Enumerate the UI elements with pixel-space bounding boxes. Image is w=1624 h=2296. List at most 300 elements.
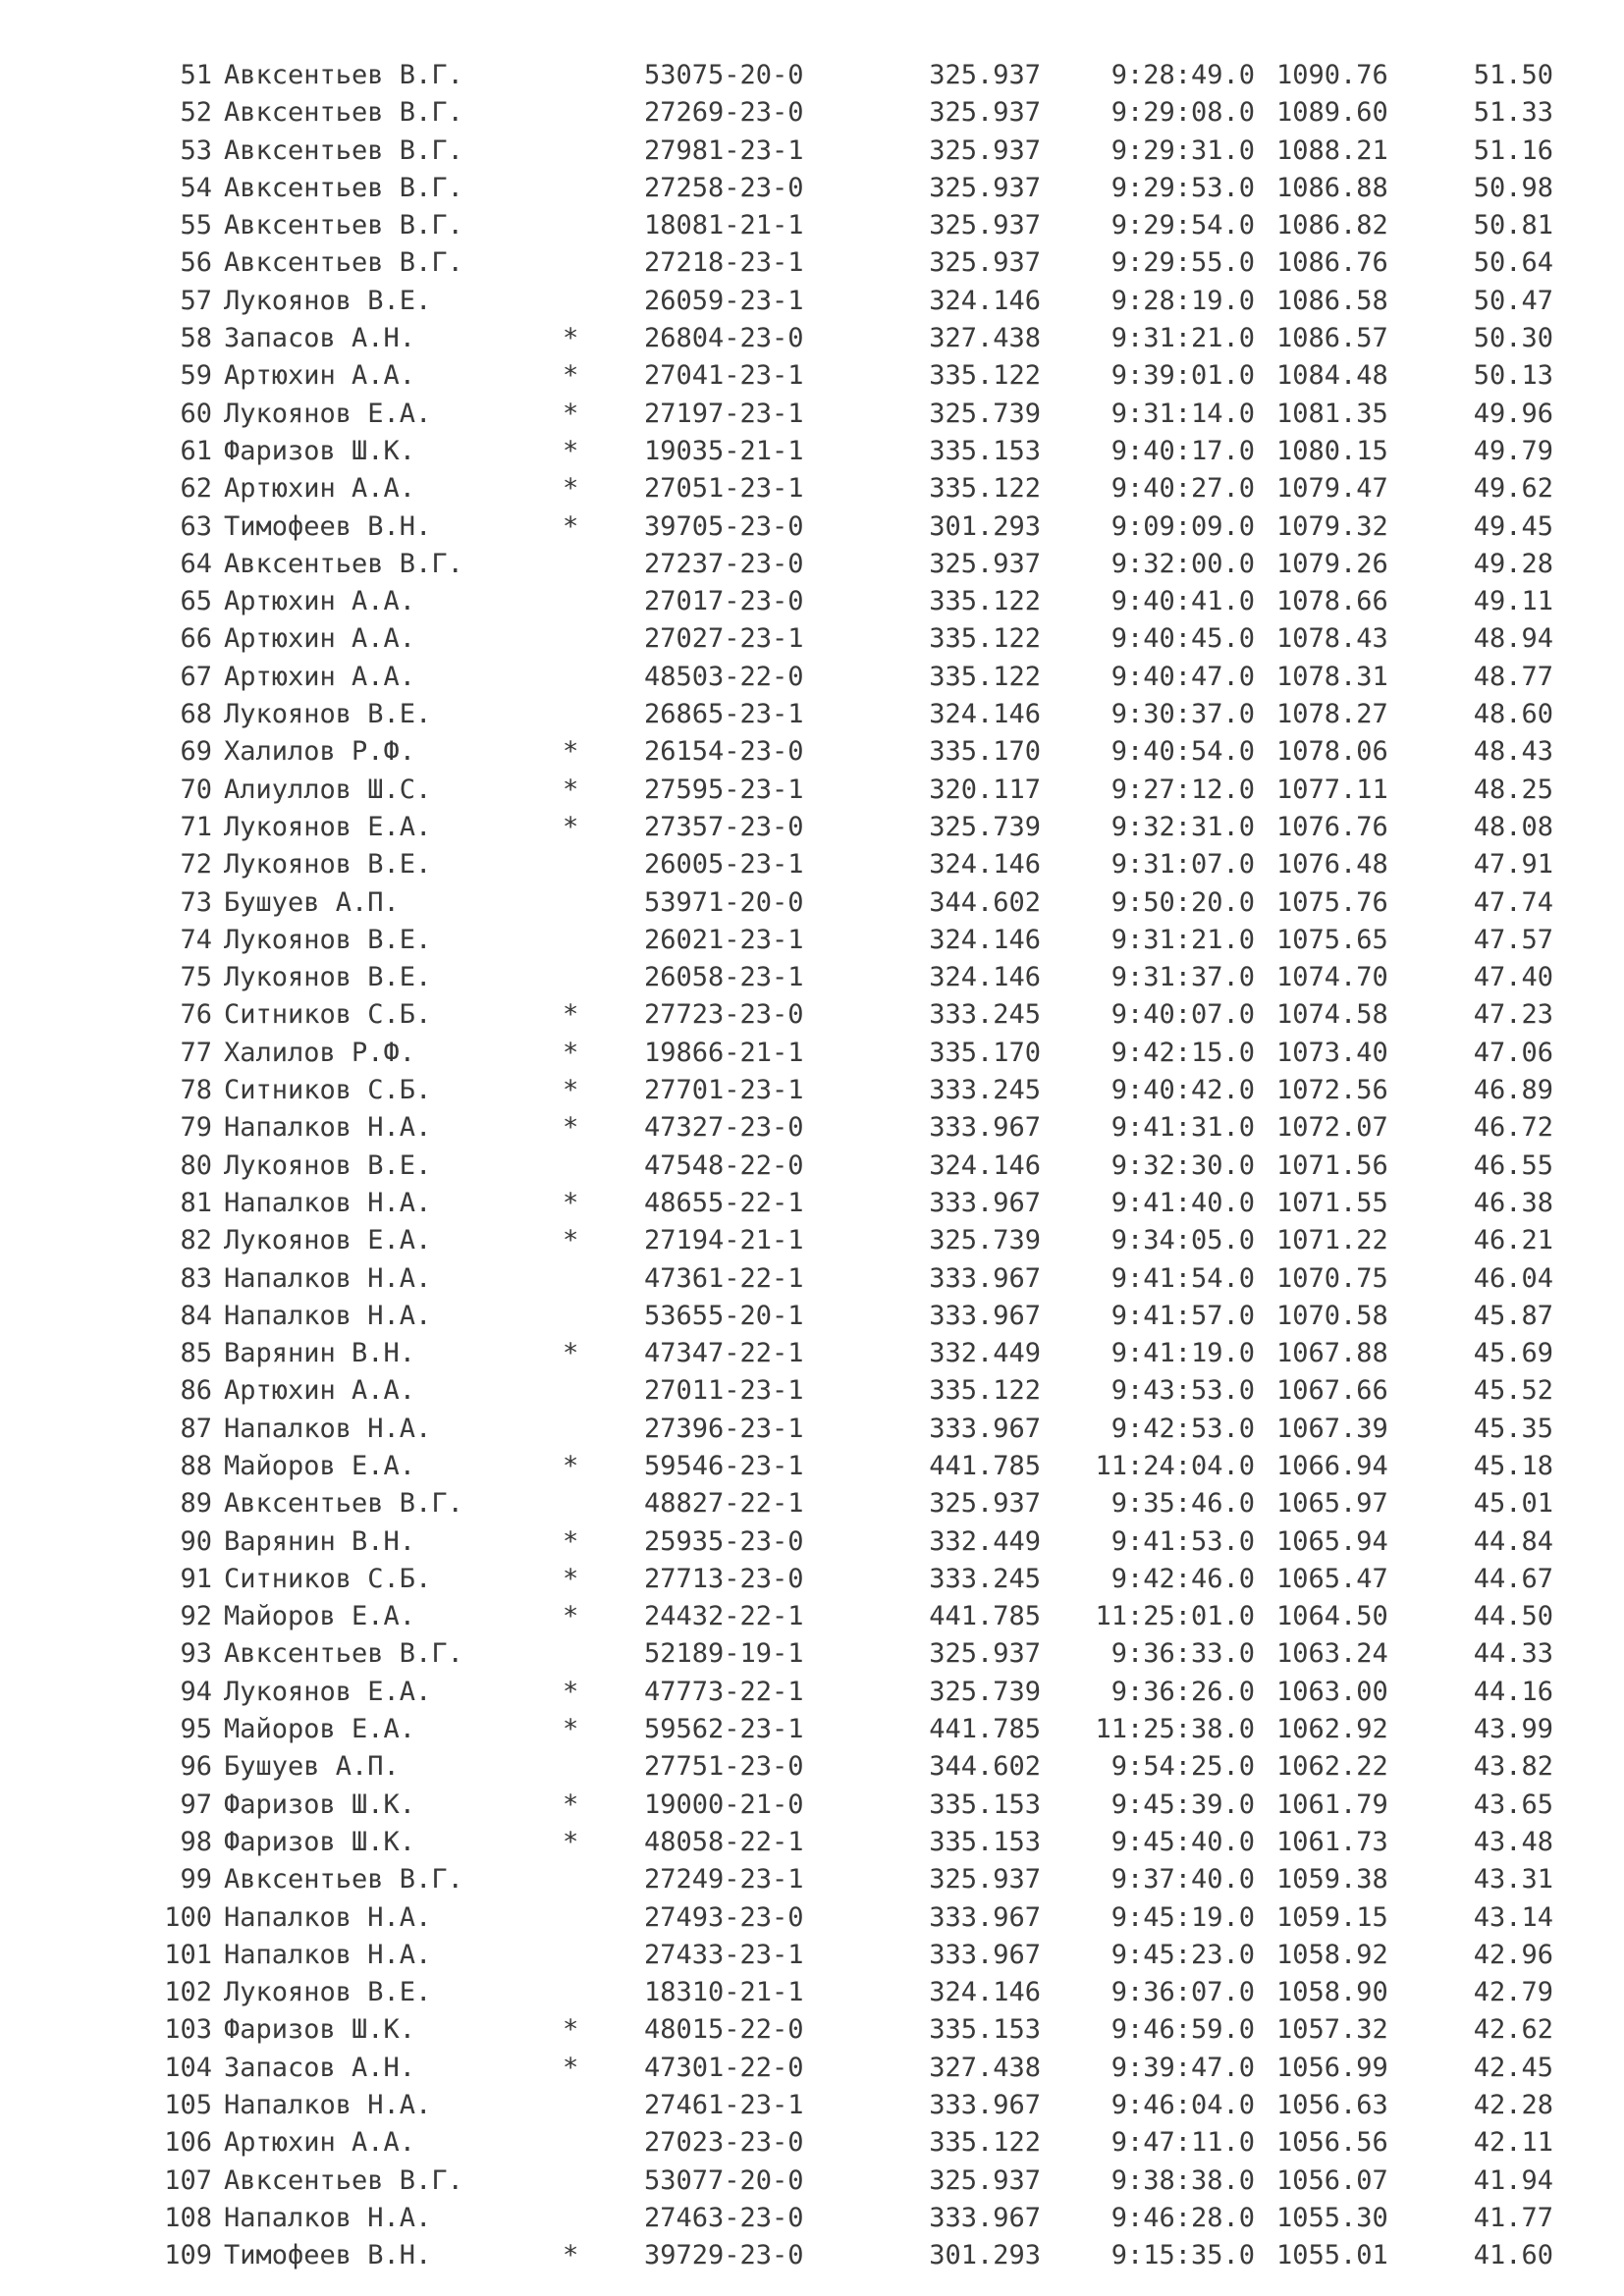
ring-number-cell: 27017-23-0 bbox=[644, 586, 804, 617]
distance-cell: 325.937 bbox=[929, 134, 1041, 166]
position-cell: 90 bbox=[180, 1525, 212, 1557]
speed-cell: 1079.47 bbox=[1276, 473, 1388, 505]
table-row bbox=[0, 1448, 1624, 1485]
ring-number-cell: 53077-20-0 bbox=[644, 2164, 804, 2196]
table-row bbox=[0, 1372, 1624, 1410]
position-cell: 63 bbox=[180, 510, 212, 542]
arrival-time-cell: 9:31:21.0 bbox=[1110, 323, 1255, 354]
table-row bbox=[0, 57, 1624, 94]
coefficient-cell: 42.79 bbox=[1473, 1977, 1553, 2008]
speed-cell: 1062.22 bbox=[1276, 1751, 1388, 1783]
table-row bbox=[0, 1824, 1624, 1861]
arrival-time-cell: 9:41:40.0 bbox=[1110, 1187, 1255, 1218]
fancier-name-cell: Фаризов Ш.К. bbox=[224, 435, 416, 466]
ring-number-cell: 27269-23-0 bbox=[644, 97, 804, 129]
distance-cell: 335.122 bbox=[929, 2127, 1041, 2159]
ring-number-cell: 27041-23-1 bbox=[644, 360, 804, 392]
ring-number-cell: 26154-23-0 bbox=[644, 736, 804, 768]
coefficient-cell: 49.11 bbox=[1473, 586, 1553, 617]
position-cell: 80 bbox=[180, 1149, 212, 1181]
mark-cell: * bbox=[563, 398, 579, 429]
fancier-name-cell: Авксентьев В.Г. bbox=[224, 2164, 463, 2196]
speed-cell: 1072.07 bbox=[1276, 1112, 1388, 1144]
table-row bbox=[0, 2124, 1624, 2162]
arrival-time-cell: 11:25:38.0 bbox=[1095, 1714, 1255, 1745]
table-row bbox=[0, 2163, 1624, 2200]
ring-number-cell: 39705-23-0 bbox=[644, 510, 804, 542]
coefficient-cell: 50.30 bbox=[1473, 323, 1553, 354]
coefficient-cell: 48.77 bbox=[1473, 661, 1553, 692]
mark-cell: * bbox=[563, 1525, 579, 1557]
table-row bbox=[0, 320, 1624, 357]
position-cell: 71 bbox=[180, 811, 212, 842]
distance-cell: 441.785 bbox=[929, 1450, 1041, 1481]
table-row bbox=[0, 772, 1624, 809]
coefficient-cell: 43.99 bbox=[1473, 1714, 1553, 1745]
coefficient-cell: 43.65 bbox=[1473, 1789, 1553, 1820]
ring-number-cell: 27218-23-1 bbox=[644, 247, 804, 279]
table-row bbox=[0, 696, 1624, 733]
coefficient-cell: 45.01 bbox=[1473, 1488, 1553, 1520]
ring-number-cell: 47773-22-1 bbox=[644, 1676, 804, 1707]
speed-cell: 1075.76 bbox=[1276, 886, 1388, 918]
ring-number-cell: 27433-23-1 bbox=[644, 1939, 804, 1970]
position-cell: 57 bbox=[180, 285, 212, 316]
speed-cell: 1057.32 bbox=[1276, 2014, 1388, 2046]
position-cell: 52 bbox=[180, 97, 212, 129]
ring-number-cell: 27463-23-0 bbox=[644, 2202, 804, 2233]
position-cell: 100 bbox=[164, 1901, 212, 1933]
position-cell: 64 bbox=[180, 548, 212, 579]
ring-number-cell: 53075-20-0 bbox=[644, 60, 804, 90]
table-row bbox=[0, 470, 1624, 507]
table-row bbox=[0, 244, 1624, 282]
fancier-name-cell: Лукоянов В.Е. bbox=[224, 1149, 432, 1181]
ring-number-cell: 27197-23-1 bbox=[644, 398, 804, 429]
table-row bbox=[0, 583, 1624, 620]
speed-cell: 1058.92 bbox=[1276, 1939, 1388, 1970]
position-cell: 109 bbox=[164, 2240, 212, 2271]
mark-cell: * bbox=[563, 323, 579, 354]
arrival-time-cell: 11:24:04.0 bbox=[1095, 1450, 1255, 1481]
table-row bbox=[0, 133, 1624, 170]
distance-cell: 333.967 bbox=[929, 2202, 1041, 2233]
table-row bbox=[0, 1298, 1624, 1335]
ring-number-cell: 47327-23-0 bbox=[644, 1112, 804, 1144]
ring-number-cell: 24432-22-1 bbox=[644, 1601, 804, 1632]
arrival-time-cell: 9:42:53.0 bbox=[1110, 1413, 1255, 1444]
speed-cell: 1086.82 bbox=[1276, 210, 1388, 241]
fancier-name-cell: Фаризов Ш.К. bbox=[224, 1826, 416, 1857]
fancier-name-cell: Запасов А.Н. bbox=[224, 323, 416, 354]
fancier-name-cell: Артюхин А.А. bbox=[224, 586, 416, 617]
speed-cell: 1065.47 bbox=[1276, 1563, 1388, 1594]
mark-cell: * bbox=[563, 2240, 579, 2271]
fancier-name-cell: Артюхин А.А. bbox=[224, 1375, 416, 1407]
table-row bbox=[0, 1748, 1624, 1786]
position-cell: 107 bbox=[164, 2164, 212, 2196]
speed-cell: 1084.48 bbox=[1276, 360, 1388, 392]
ring-number-cell: 47548-22-0 bbox=[644, 1149, 804, 1181]
table-row bbox=[0, 1260, 1624, 1298]
distance-cell: 335.153 bbox=[929, 1789, 1041, 1820]
position-cell: 54 bbox=[180, 172, 212, 203]
table-row bbox=[0, 1185, 1624, 1222]
ring-number-cell: 27051-23-1 bbox=[644, 473, 804, 505]
fancier-name-cell: Ситников С.Б. bbox=[224, 1075, 432, 1106]
table-row bbox=[0, 94, 1624, 132]
fancier-name-cell: Лукоянов В.Е. bbox=[224, 699, 432, 730]
coefficient-cell: 43.48 bbox=[1473, 1826, 1553, 1857]
distance-cell: 335.153 bbox=[929, 2014, 1041, 2046]
distance-cell: 327.438 bbox=[929, 2052, 1041, 2083]
fancier-name-cell: Майоров Е.А. bbox=[224, 1450, 416, 1481]
coefficient-cell: 41.60 bbox=[1473, 2240, 1553, 2271]
distance-cell: 335.122 bbox=[929, 661, 1041, 692]
ring-number-cell: 27011-23-1 bbox=[644, 1375, 804, 1407]
distance-cell: 333.245 bbox=[929, 1075, 1041, 1106]
ring-number-cell: 27713-23-0 bbox=[644, 1563, 804, 1594]
distance-cell: 327.438 bbox=[929, 323, 1041, 354]
coefficient-cell: 46.38 bbox=[1473, 1187, 1553, 1218]
table-row bbox=[0, 846, 1624, 883]
speed-cell: 1074.70 bbox=[1276, 962, 1388, 993]
ring-number-cell: 25935-23-0 bbox=[644, 1525, 804, 1557]
distance-cell: 324.146 bbox=[929, 849, 1041, 881]
coefficient-cell: 48.43 bbox=[1473, 736, 1553, 768]
distance-cell: 325.739 bbox=[929, 1225, 1041, 1256]
coefficient-cell: 42.28 bbox=[1473, 2090, 1553, 2121]
fancier-name-cell: Халилов Р.Ф. bbox=[224, 736, 416, 768]
speed-cell: 1067.66 bbox=[1276, 1375, 1388, 1407]
arrival-time-cell: 9:41:57.0 bbox=[1110, 1300, 1255, 1331]
arrival-time-cell: 9:29:31.0 bbox=[1110, 134, 1255, 166]
position-cell: 56 bbox=[180, 247, 212, 279]
coefficient-cell: 49.96 bbox=[1473, 398, 1553, 429]
position-cell: 68 bbox=[180, 699, 212, 730]
ring-number-cell: 27194-21-1 bbox=[644, 1225, 804, 1256]
fancier-name-cell: Артюхин А.А. bbox=[224, 360, 416, 392]
arrival-time-cell: 9:39:01.0 bbox=[1110, 360, 1255, 392]
position-cell: 61 bbox=[180, 435, 212, 466]
ring-number-cell: 19035-21-1 bbox=[644, 435, 804, 466]
distance-cell: 332.449 bbox=[929, 1525, 1041, 1557]
coefficient-cell: 50.47 bbox=[1473, 285, 1553, 316]
arrival-time-cell: 9:32:31.0 bbox=[1110, 811, 1255, 842]
position-cell: 83 bbox=[180, 1262, 212, 1294]
arrival-time-cell: 9:28:49.0 bbox=[1110, 60, 1255, 90]
fancier-name-cell: Бушуев А.П. bbox=[224, 886, 400, 918]
coefficient-cell: 44.50 bbox=[1473, 1601, 1553, 1632]
table-row bbox=[0, 1523, 1624, 1561]
arrival-time-cell: 9:36:07.0 bbox=[1110, 1977, 1255, 2008]
position-cell: 55 bbox=[180, 210, 212, 241]
distance-cell: 325.937 bbox=[929, 172, 1041, 203]
fancier-name-cell: Лукоянов В.Е. bbox=[224, 1977, 432, 2008]
coefficient-cell: 47.74 bbox=[1473, 886, 1553, 918]
fancier-name-cell: Алиуллов Ш.С. bbox=[224, 774, 432, 805]
distance-cell: 335.122 bbox=[929, 586, 1041, 617]
arrival-time-cell: 9:09:09.0 bbox=[1110, 510, 1255, 542]
fancier-name-cell: Лукоянов Е.А. bbox=[224, 811, 432, 842]
ring-number-cell: 18081-21-1 bbox=[644, 210, 804, 241]
distance-cell: 325.937 bbox=[929, 1488, 1041, 1520]
position-cell: 105 bbox=[164, 2090, 212, 2121]
fancier-name-cell: Ситников С.Б. bbox=[224, 1563, 432, 1594]
table-row bbox=[0, 1072, 1624, 1109]
fancier-name-cell: Фаризов Ш.К. bbox=[224, 2014, 416, 2046]
speed-cell: 1089.60 bbox=[1276, 97, 1388, 129]
position-cell: 62 bbox=[180, 473, 212, 505]
table-row bbox=[0, 1787, 1624, 1824]
position-cell: 58 bbox=[180, 323, 212, 354]
speed-cell: 1071.56 bbox=[1276, 1149, 1388, 1181]
coefficient-cell: 42.62 bbox=[1473, 2014, 1553, 2046]
ring-number-cell: 27396-23-1 bbox=[644, 1413, 804, 1444]
coefficient-cell: 46.21 bbox=[1473, 1225, 1553, 1256]
position-cell: 59 bbox=[180, 360, 212, 392]
mark-cell: * bbox=[563, 1450, 579, 1481]
speed-cell: 1078.31 bbox=[1276, 661, 1388, 692]
distance-cell: 333.967 bbox=[929, 2090, 1041, 2121]
coefficient-cell: 45.69 bbox=[1473, 1338, 1553, 1369]
arrival-time-cell: 9:35:46.0 bbox=[1110, 1488, 1255, 1520]
table-row bbox=[0, 508, 1624, 546]
position-cell: 65 bbox=[180, 586, 212, 617]
coefficient-cell: 47.57 bbox=[1473, 924, 1553, 955]
arrival-time-cell: 9:34:05.0 bbox=[1110, 1225, 1255, 1256]
table-row bbox=[0, 2087, 1624, 2124]
position-cell: 53 bbox=[180, 134, 212, 166]
position-cell: 93 bbox=[180, 1638, 212, 1670]
coefficient-cell: 46.89 bbox=[1473, 1075, 1553, 1106]
fancier-name-cell: Бушуев А.П. bbox=[224, 1751, 400, 1783]
fancier-name-cell: Артюхин А.А. bbox=[224, 473, 416, 505]
distance-cell: 325.739 bbox=[929, 1676, 1041, 1707]
coefficient-cell: 45.87 bbox=[1473, 1300, 1553, 1331]
table-row bbox=[0, 620, 1624, 658]
coefficient-cell: 44.67 bbox=[1473, 1563, 1553, 1594]
coefficient-cell: 42.96 bbox=[1473, 1939, 1553, 1970]
distance-cell: 325.937 bbox=[929, 1864, 1041, 1896]
position-cell: 91 bbox=[180, 1563, 212, 1594]
table-row bbox=[0, 1035, 1624, 1072]
speed-cell: 1078.06 bbox=[1276, 736, 1388, 768]
results-table bbox=[0, 57, 1624, 2275]
fancier-name-cell: Лукоянов Е.А. bbox=[224, 1676, 432, 1707]
table-row bbox=[0, 170, 1624, 207]
speed-cell: 1079.32 bbox=[1276, 510, 1388, 542]
mark-cell: * bbox=[563, 510, 579, 542]
speed-cell: 1058.90 bbox=[1276, 1977, 1388, 2008]
coefficient-cell: 43.31 bbox=[1473, 1864, 1553, 1896]
position-cell: 96 bbox=[180, 1751, 212, 1783]
table-row bbox=[0, 2011, 1624, 2049]
coefficient-cell: 42.45 bbox=[1473, 2052, 1553, 2083]
table-row bbox=[0, 1561, 1624, 1598]
table-row bbox=[0, 1974, 1624, 2011]
table-row bbox=[0, 357, 1624, 395]
fancier-name-cell: Ситников С.Б. bbox=[224, 999, 432, 1031]
mark-cell: * bbox=[563, 1075, 579, 1106]
arrival-time-cell: 9:30:37.0 bbox=[1110, 699, 1255, 730]
fancier-name-cell: Напалков Н.А. bbox=[224, 1901, 432, 1933]
table-row bbox=[0, 1861, 1624, 1898]
ring-number-cell: 26021-23-1 bbox=[644, 924, 804, 955]
distance-cell: 325.739 bbox=[929, 811, 1041, 842]
ring-number-cell: 48503-22-0 bbox=[644, 661, 804, 692]
table-row bbox=[0, 1148, 1624, 1185]
arrival-time-cell: 9:36:33.0 bbox=[1110, 1638, 1255, 1670]
speed-cell: 1086.88 bbox=[1276, 172, 1388, 203]
arrival-time-cell: 9:54:25.0 bbox=[1110, 1751, 1255, 1783]
speed-cell: 1086.57 bbox=[1276, 323, 1388, 354]
coefficient-cell: 51.16 bbox=[1473, 134, 1553, 166]
mark-cell: * bbox=[563, 1676, 579, 1707]
arrival-time-cell: 9:36:26.0 bbox=[1110, 1676, 1255, 1707]
speed-cell: 1078.43 bbox=[1276, 623, 1388, 655]
mark-cell: * bbox=[563, 999, 579, 1031]
fancier-name-cell: Напалков Н.А. bbox=[224, 1939, 432, 1970]
fancier-name-cell: Варянин В.Н. bbox=[224, 1338, 416, 1369]
speed-cell: 1079.26 bbox=[1276, 548, 1388, 579]
arrival-time-cell: 9:39:47.0 bbox=[1110, 2052, 1255, 2083]
arrival-time-cell: 9:45:39.0 bbox=[1110, 1789, 1255, 1820]
coefficient-cell: 44.84 bbox=[1473, 1525, 1553, 1557]
arrival-time-cell: 9:46:28.0 bbox=[1110, 2202, 1255, 2233]
speed-cell: 1081.35 bbox=[1276, 398, 1388, 429]
distance-cell: 344.602 bbox=[929, 1751, 1041, 1783]
fancier-name-cell: Авксентьев В.Г. bbox=[224, 1638, 463, 1670]
speed-cell: 1086.58 bbox=[1276, 285, 1388, 316]
fancier-name-cell: Авксентьев В.Г. bbox=[224, 1488, 463, 1520]
distance-cell: 325.937 bbox=[929, 247, 1041, 279]
distance-cell: 324.146 bbox=[929, 699, 1041, 730]
fancier-name-cell: Напалков Н.А. bbox=[224, 1187, 432, 1218]
ring-number-cell: 48827-22-1 bbox=[644, 1488, 804, 1520]
speed-cell: 1070.58 bbox=[1276, 1300, 1388, 1331]
coefficient-cell: 46.55 bbox=[1473, 1149, 1553, 1181]
arrival-time-cell: 9:38:38.0 bbox=[1110, 2164, 1255, 2196]
position-cell: 60 bbox=[180, 398, 212, 429]
position-cell: 82 bbox=[180, 1225, 212, 1256]
speed-cell: 1076.76 bbox=[1276, 811, 1388, 842]
distance-cell: 335.153 bbox=[929, 1826, 1041, 1857]
arrival-time-cell: 9:42:46.0 bbox=[1110, 1563, 1255, 1594]
speed-cell: 1076.48 bbox=[1276, 849, 1388, 881]
fancier-name-cell: Варянин В.Н. bbox=[224, 1525, 416, 1557]
mark-cell: * bbox=[563, 1037, 579, 1068]
table-row bbox=[0, 1335, 1624, 1372]
distance-cell: 335.170 bbox=[929, 736, 1041, 768]
arrival-time-cell: 9:27:12.0 bbox=[1110, 774, 1255, 805]
coefficient-cell: 47.23 bbox=[1473, 999, 1553, 1031]
arrival-time-cell: 9:41:19.0 bbox=[1110, 1338, 1255, 1369]
coefficient-cell: 48.60 bbox=[1473, 699, 1553, 730]
distance-cell: 301.293 bbox=[929, 510, 1041, 542]
arrival-time-cell: 9:43:53.0 bbox=[1110, 1375, 1255, 1407]
distance-cell: 324.146 bbox=[929, 924, 1041, 955]
table-row bbox=[0, 283, 1624, 320]
arrival-time-cell: 9:40:47.0 bbox=[1110, 661, 1255, 692]
arrival-time-cell: 9:41:31.0 bbox=[1110, 1112, 1255, 1144]
position-cell: 66 bbox=[180, 623, 212, 655]
fancier-name-cell: Лукоянов В.Е. bbox=[224, 924, 432, 955]
distance-cell: 325.937 bbox=[929, 97, 1041, 129]
coefficient-cell: 46.04 bbox=[1473, 1262, 1553, 1294]
fancier-name-cell: Авксентьев В.Г. bbox=[224, 210, 463, 241]
speed-cell: 1056.56 bbox=[1276, 2127, 1388, 2159]
ring-number-cell: 26059-23-1 bbox=[644, 285, 804, 316]
ring-number-cell: 26005-23-1 bbox=[644, 849, 804, 881]
table-row bbox=[0, 433, 1624, 470]
distance-cell: 325.937 bbox=[929, 548, 1041, 579]
speed-cell: 1075.65 bbox=[1276, 924, 1388, 955]
arrival-time-cell: 9:40:27.0 bbox=[1110, 473, 1255, 505]
arrival-time-cell: 9:42:15.0 bbox=[1110, 1037, 1255, 1068]
speed-cell: 1071.22 bbox=[1276, 1225, 1388, 1256]
ring-number-cell: 27981-23-1 bbox=[644, 134, 804, 166]
arrival-time-cell: 9:45:40.0 bbox=[1110, 1826, 1255, 1857]
fancier-name-cell: Запасов А.Н. bbox=[224, 2052, 416, 2083]
mark-cell: * bbox=[563, 360, 579, 392]
ring-number-cell: 18310-21-1 bbox=[644, 1977, 804, 2008]
fancier-name-cell: Авксентьев В.Г. bbox=[224, 247, 463, 279]
ring-number-cell: 53971-20-0 bbox=[644, 886, 804, 918]
table-row bbox=[0, 1635, 1624, 1673]
mark-cell: * bbox=[563, 2052, 579, 2083]
position-cell: 74 bbox=[180, 924, 212, 955]
speed-cell: 1055.01 bbox=[1276, 2240, 1388, 2271]
coefficient-cell: 45.35 bbox=[1473, 1413, 1553, 1444]
distance-cell: 333.967 bbox=[929, 1901, 1041, 1933]
fancier-name-cell: Артюхин А.А. bbox=[224, 623, 416, 655]
ring-number-cell: 27751-23-0 bbox=[644, 1751, 804, 1783]
ring-number-cell: 26804-23-0 bbox=[644, 323, 804, 354]
speed-cell: 1070.75 bbox=[1276, 1262, 1388, 1294]
fancier-name-cell: Лукоянов В.Е. bbox=[224, 849, 432, 881]
fancier-name-cell: Напалков Н.А. bbox=[224, 2202, 432, 2233]
mark-cell: * bbox=[563, 1563, 579, 1594]
arrival-time-cell: 9:47:11.0 bbox=[1110, 2127, 1255, 2159]
arrival-time-cell: 9:40:45.0 bbox=[1110, 623, 1255, 655]
coefficient-cell: 47.06 bbox=[1473, 1037, 1553, 1068]
speed-cell: 1061.79 bbox=[1276, 1789, 1388, 1820]
table-row bbox=[0, 1674, 1624, 1711]
speed-cell: 1067.39 bbox=[1276, 1413, 1388, 1444]
table-row bbox=[0, 959, 1624, 996]
fancier-name-cell: Авксентьев В.Г. bbox=[224, 97, 463, 129]
speed-cell: 1055.30 bbox=[1276, 2202, 1388, 2233]
distance-cell: 333.967 bbox=[929, 1939, 1041, 1970]
mark-cell: * bbox=[563, 1112, 579, 1144]
fancier-name-cell: Лукоянов В.Е. bbox=[224, 285, 432, 316]
ring-number-cell: 27493-23-0 bbox=[644, 1901, 804, 1933]
fancier-name-cell: Напалков Н.А. bbox=[224, 1112, 432, 1144]
coefficient-cell: 44.16 bbox=[1473, 1676, 1553, 1707]
position-cell: 92 bbox=[180, 1601, 212, 1632]
ring-number-cell: 27357-23-0 bbox=[644, 811, 804, 842]
arrival-time-cell: 9:15:35.0 bbox=[1110, 2240, 1255, 2271]
fancier-name-cell: Лукоянов Е.А. bbox=[224, 398, 432, 429]
position-cell: 69 bbox=[180, 736, 212, 768]
speed-cell: 1072.56 bbox=[1276, 1075, 1388, 1106]
speed-cell: 1074.58 bbox=[1276, 999, 1388, 1031]
position-cell: 101 bbox=[164, 1939, 212, 1970]
distance-cell: 325.937 bbox=[929, 1638, 1041, 1670]
ring-number-cell: 47347-22-1 bbox=[644, 1338, 804, 1369]
fancier-name-cell: Майоров Е.А. bbox=[224, 1601, 416, 1632]
